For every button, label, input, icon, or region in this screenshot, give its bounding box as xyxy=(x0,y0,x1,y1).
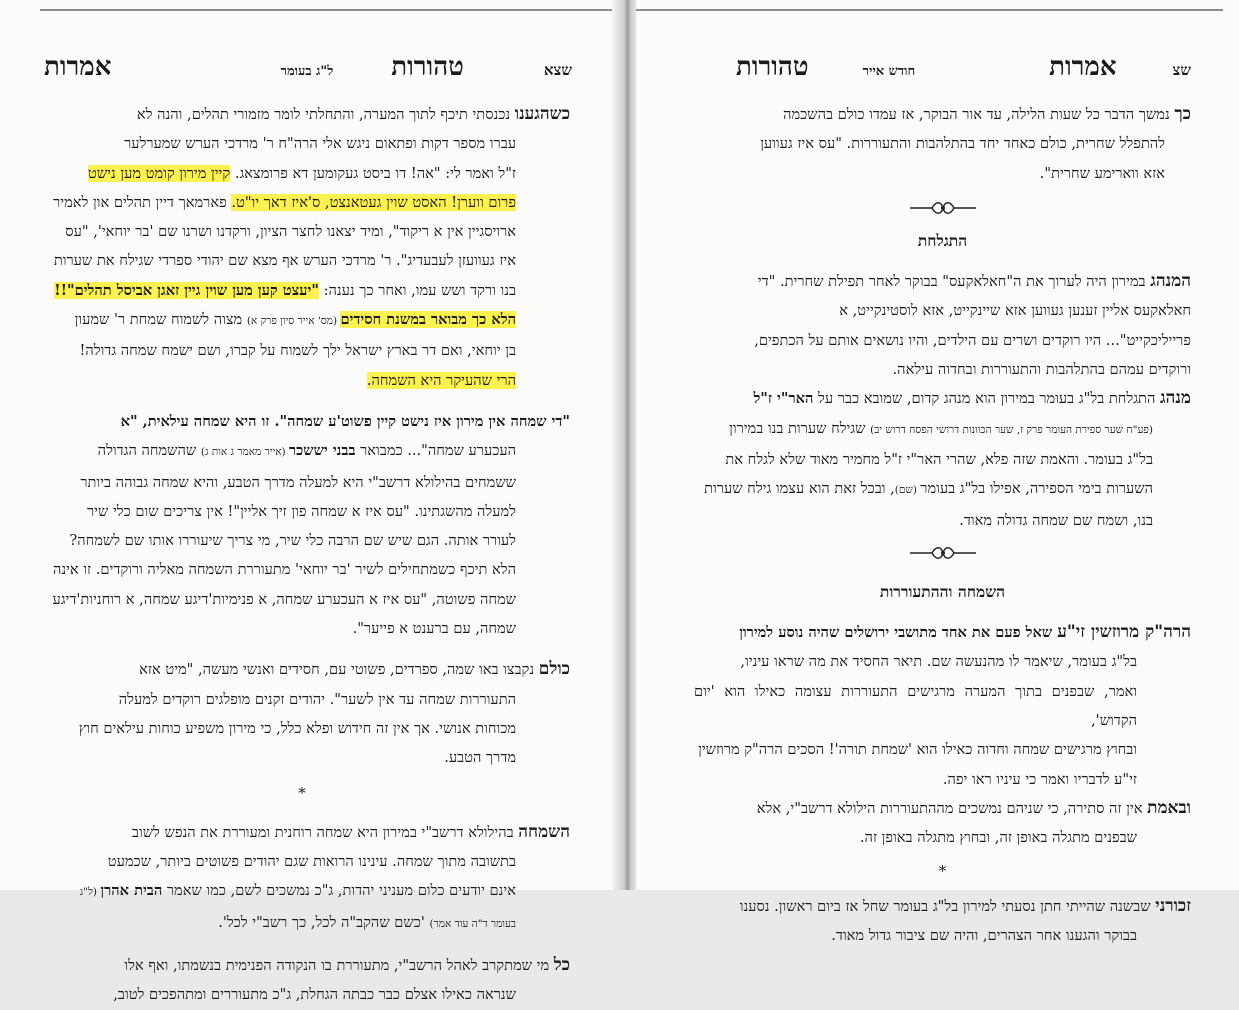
text-line: מכוחות אנושי. אך אין זה חידוש ופלא כלל, כי מירון משפיע כוחות עילאים חוץ xyxy=(78,719,516,737)
text-line: השערות בימי הספירה, אפילו בל"ג בעומר xyxy=(920,480,1153,498)
paragraph xyxy=(694,100,1191,188)
source-citation: (אייר מאמר ג אות ג) xyxy=(200,446,289,459)
text-line: בנו ורקד ושש עמו, ואחר כך נענה: xyxy=(318,281,516,299)
text-line: במירון היה לערוך את ה"חאלאקעס" בבוקר לאחר תפילת שחרית. "די xyxy=(757,273,1151,291)
running-subtitle: חודש אייר xyxy=(862,64,916,79)
highlighted-text: הרי שהעיקר היא השמחה. xyxy=(366,371,516,389)
text-line: שבפנים מתגלה באופן זה, ובחוץ מתגלה באופן זה. xyxy=(859,829,1137,847)
text-line: שבשנה שהייתי חתן נסעתי למירון בל"ג בעומר שחל אז ביום ראשון. נסענו xyxy=(739,897,1156,915)
paragraph xyxy=(34,655,570,772)
paragraph-lead-word: זכורני xyxy=(1155,895,1191,916)
header-rule xyxy=(40,9,618,11)
text-line: עברו מספר דקות ופתאום ניגש אלי הרה"ח ר' מרדכי הערש שמערלער xyxy=(124,135,516,153)
source-citation: (מס' אייר סיון פרק א) xyxy=(246,315,341,328)
section-heading: השמחה וההתעוררות xyxy=(879,581,1006,601)
running-title: טהורות xyxy=(736,52,809,82)
text-line: בהילולא דרשב"י במירון היא שמחה רוחנית ומעוררת את הנפש לשוב xyxy=(131,823,519,841)
running-title-amorot: אמרות xyxy=(44,52,112,82)
source-name: הבית אהרן xyxy=(100,882,163,900)
paragraph xyxy=(694,267,1191,384)
highlighted-text: פרום ווערן! האסט שוין געטאנצט, ס'איז דאך יו"ט. xyxy=(231,193,516,211)
paragraph-lead-word: השמחה xyxy=(518,821,570,842)
text-line: ובחוץ מרגישים שמחה וחדוה כאילו הוא 'שמחת תורה'! הסכים הרה"ק מרוזשין xyxy=(698,741,1137,759)
running-title-amorot: אמרות xyxy=(1049,52,1117,82)
paragraph-lead-word: הרה"ק מרוזשין זי"ע xyxy=(1057,622,1191,643)
text-line: איז געוועזן לעבעדיג". ר' מרדכי הערש אף מצא שם יהודי ספרדי שגילח את שערות xyxy=(53,252,516,270)
text-line: שמחה, עם ברענט א פייער". xyxy=(352,620,516,638)
paragraph xyxy=(34,951,570,1010)
paragraph-lead-word: כך xyxy=(1174,104,1191,124)
text-line: בנו, ושמח שם שמחה גדולה מאוד. xyxy=(959,511,1153,529)
text-line: מצוה לשמוח שמחת ר' שמעון xyxy=(74,311,247,329)
text-line: נכנסתי תיכף לתוך המערה, והתחלתי לומר מזמורי תהלים, והנה לא xyxy=(136,106,515,123)
right-page-header xyxy=(636,52,1239,82)
paragraph xyxy=(694,892,1191,951)
running-title: טהורות xyxy=(391,52,464,82)
text-line: מי שמתקרב לאהל הרשב"י, מתעוררת בו הנקודה הפנימית בנשמתו, ואף אלו xyxy=(124,957,554,975)
text-line: ז"ל ואמר לי: "אה! דו ביסט געקומען דא פרומצאג. xyxy=(230,164,516,182)
text-line: בן יוחאי, ואם דר בארץ ישראל ילך לשמוח על קברו, ושם ישמח שמחה גדולה! xyxy=(79,342,516,360)
source-citation: (ל"ג xyxy=(79,886,101,899)
paragraph-lead-word: ובאמת xyxy=(1147,797,1191,818)
left-page xyxy=(0,0,618,1004)
source-citation: בעומר ד"ה עוד אמר) xyxy=(429,917,516,930)
text-line: העכערע שמחה"... כמבואר xyxy=(355,442,516,460)
page-number: שצא xyxy=(543,61,572,79)
source-name: האר"י ז"ל xyxy=(753,390,814,408)
left-page-body xyxy=(0,100,618,1010)
paragraph-lead-word: מנהג xyxy=(1160,388,1191,409)
text-line: שגילח שערות בנו במירון xyxy=(729,419,871,437)
text-line: אין זה סתירה, כי שניהם נמשכים מההתעוררות הילולא דרשב"י, אלא xyxy=(756,799,1148,817)
right-page xyxy=(636,0,1239,945)
text-line: ששמחים בהילולא דרשב"י היא למעלה מדרך הטבע, והיא שמחה גבוהה ביותר xyxy=(80,473,516,491)
text-line: חאלאקעס אליין זענען געווען אזא שיינקייט, אזא לוסטינקייט, א xyxy=(839,302,1191,320)
source-citation: (פע"ח שער ספירת העומר פרק ז, שער הכוונות דרושי הפסח דרוש יב) xyxy=(870,423,1153,436)
highlighted-text: "יעצט קען מען שוין גיין זאגן אביסל תהלים"!! xyxy=(54,281,319,299)
paragraph xyxy=(694,794,1191,853)
section-separator-star: * xyxy=(938,861,947,880)
text-line: "די שמחה אין מירון איז נישט קיין פשוט'ע שמחה". זו היא שמחה עילאית, "א xyxy=(120,412,570,430)
source-citation: (שם) xyxy=(894,484,921,497)
section-heading: התגלחת xyxy=(917,230,968,250)
source-name: בבני יששכר xyxy=(288,442,356,460)
paragraph xyxy=(694,384,1191,534)
text-line: התגלחת בל"ג בעומר במירון הוא מנהג קדום, שמובא כבר על xyxy=(813,390,1160,408)
paragraph xyxy=(34,100,570,395)
header-rule xyxy=(636,9,1223,11)
text-line: אזא ווארימע שחרית". xyxy=(1039,164,1165,182)
decorative-ornament xyxy=(694,198,1191,218)
text-line: , ובכל זאת הוא עצמו גילח שערות xyxy=(704,480,895,498)
text-line: פרייליכקייט"... היו רוקדים ושרים עם הילדים, והיו נושאים אותם על הכתפים, xyxy=(754,331,1191,349)
running-subtitle: ל"ג בעומר xyxy=(280,64,334,79)
text-line: מדרך הטבע. xyxy=(444,749,516,767)
text-line: התעוררות שמחה עד אין לשער". יהודים זקנים מופלגים רוקדים למעלה xyxy=(118,690,516,708)
highlighted-text: קיין מירון קומט מען נישט xyxy=(88,164,231,182)
text-line: בל"ג בעומר, שיאמר לו מהנעשה שם. תיאר החסיד את מה שראו עיניו, xyxy=(740,653,1137,671)
text-line: בל"ג בעומר. והאמת שזה פלא, שהרי האר"י ז"ל מחמיר מאוד שלא לגלח את xyxy=(725,450,1153,468)
text-line: לעורר אותה. הגם שיש שם הרבה כלי שיר, מי צריך שיעוררו אותו שם לשמחה? xyxy=(69,532,516,550)
text-line: שנראה כאילו אצלם כבר כבתה הגחלת, ג"כ מתעוררים ומתהפכים לטוב, xyxy=(113,986,516,1004)
text-line: נקבצו באו שמה, ספרדים, פשוטי עם, חסידים ואנשי מעשה, "מיט אזא xyxy=(139,661,539,679)
paragraph-lead-word: כל xyxy=(553,955,570,976)
text-line: אינם יודעים כלום מעניני יהדות, ג"כ נמשכים לשם, כמו שאמר xyxy=(162,882,516,900)
text-line: 'כשם שהקב"ה לכל, כך רשב"י לכל'. xyxy=(218,913,430,931)
paragraph xyxy=(694,618,1191,794)
text-line: ארויסגיין אין א ריקוד", ומיד יצאנו לחצר הציון, ורקדנו ושרנו שם 'בר יוחאי', "עס xyxy=(65,223,516,241)
text-line: זי"ע לדבריו ואמר כי עיניו ראו יפה. xyxy=(942,770,1137,788)
text-line: ואמר, שבפנים בתוך המערה מרגישים התעוררות עצומה כאילו הוא 'יום הקדוש', xyxy=(694,682,1137,730)
text-line: שאל פעם את אחד מתושבי ירושלים שהיה נוסע למירון xyxy=(739,624,1058,642)
text-line: שהשמחה הגדולה xyxy=(97,442,201,460)
paragraph-lead-word: כשהגענו xyxy=(514,104,570,124)
text-line: בתשובה מתוך שמחה. עינינו הרואות שגם יהודים פשוטים ביותר, שכמעט xyxy=(107,853,516,871)
paragraph xyxy=(34,407,570,643)
right-page-body xyxy=(636,100,1239,950)
paragraph xyxy=(34,818,570,939)
text-line: נמשך הדבר כל שעות הלילה, עד אור הבוקר, אז עמדו כולם בהשכמה xyxy=(783,106,1175,123)
text-line: הלא תיכף כשמתחילים לשיר 'בר יוחאי' מתעוררת השמחה מאליה ורוקדים. זו אינה xyxy=(52,561,516,579)
paragraph-lead-word: המנהג xyxy=(1150,271,1191,292)
text-line: שמחה פשוטה, "עס איז א העכערע שמחה, א פנימיות'דיגע שמחה, א רוחניות'דיגע xyxy=(52,590,516,608)
left-page-header xyxy=(0,52,618,82)
text-line: ורוקדים עמהם בהתלהבות והתעוררות ובחדוה עילאה. xyxy=(892,361,1191,379)
text-line: למעלה מהשגתינו. "עס איז א שמחה פון זיך אליין"! אין צריכים שום כלי שיר xyxy=(87,502,516,520)
text-line: פארמאך דיין תהלים און לאמיר xyxy=(53,193,232,211)
highlighted-text: הלא כך מבואר במשנת חסידים xyxy=(340,311,516,329)
decorative-ornament xyxy=(694,543,1191,563)
text-line: בבוקר והגענו אחר הצהרים, והיה שם ציבור גדול מאוד. xyxy=(831,927,1137,945)
section-separator-star: * xyxy=(298,783,306,802)
paragraph-lead-word: כולם xyxy=(538,659,570,680)
page-number: שצ xyxy=(1172,61,1191,79)
text-line: להתפלל שחרית, כולם כאחד יחד בהתלהבות והתעוררות. "עס איז געווען xyxy=(760,135,1165,153)
